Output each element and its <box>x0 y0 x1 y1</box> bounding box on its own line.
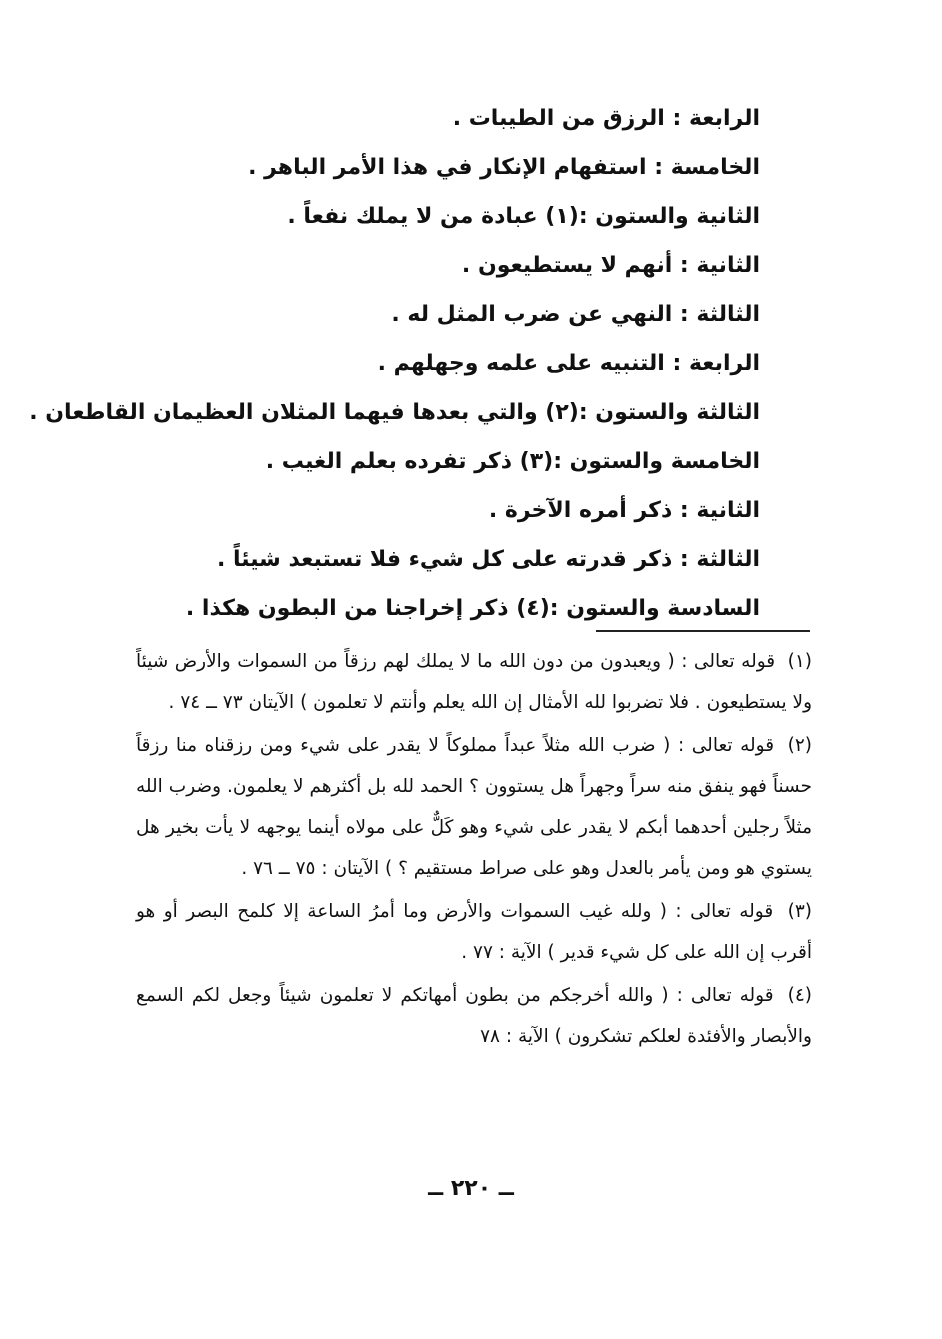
footnote-text: قوله تعالى : ( ضرب الله مثلاً عبداً مملوكاً لا يقدر على شيء ومن رزقناه منا رزقاً حسناً فهو ينفق منه سراً وجهراً هل يستوون ؟ الحمد لله بل أكثرهم لا يعلمون. وضرب الله مثلاً رجلين أحدهما أبكم لا يقدر على شيء وهو كَلٌّ على مولاه أينما يوجهه لا يأت بخير هل يستوي هو ومن يأمر بالعدل وهو على صراط مستقيم ؟ ) الآيتان : ٧٥ ــ ٧٦ . <box>136 735 812 879</box>
text-line: الخامسة : استفهام الإنكار في هذا الأمر الباهر . <box>248 155 760 180</box>
footnote-separator <box>596 630 810 632</box>
footnote <box>136 975 812 1057</box>
footnote-text: قوله تعالى : ( ويعبدون من دون الله ما لا يملك لهم رزقاً من السموات والأرض شيئاً ولا يستطيعون . فلا تضربوا لله الأمثال إن الله يعلم وأنتم لا تعلمون ) الآيتان ٧٣ ــ ٧٤ . <box>136 651 812 713</box>
text-line: الثالثة : ذكر قدرته على كل شيء فلا تستبعد شيئاً . <box>216 547 760 572</box>
text-line: الخامسة والستون :(٣) ذكر تفرده بعلم الغيب . <box>265 449 760 474</box>
footnote-number: (١) <box>787 651 812 672</box>
footnote-number: (٤) <box>787 985 812 1006</box>
main-text-block <box>29 94 760 633</box>
text-line: الثالثة والستون :(٢) والتي بعدها فيهما المثلان العظيمان القاطعان . <box>29 400 760 425</box>
footnote-text: قوله تعالى : ( والله أخرجكم من بطون أمهاتكم لا تعلمون شيئاً وجعل لكم السمع والأبصار والأفئدة لعلكم تشكرون ) الآية : ٧٨ <box>136 985 812 1047</box>
text-line: الثانية : أنهم لا يستطيعون . <box>461 253 760 278</box>
text-line: الثالثة : النهي عن ضرب المثل له . <box>391 302 760 327</box>
footnote-number: (٢) <box>787 735 813 756</box>
footnote <box>136 891 812 973</box>
text-line: الرابعة : الرزق من الطيبات . <box>452 106 760 131</box>
footnotes-block <box>136 641 812 1059</box>
text-line: الثانية : ذكر أمره الآخرة . <box>488 498 760 523</box>
text-line: السادسة والستون :(٤) ذكر إخراجنا من البطون هكذا . <box>185 596 760 621</box>
text-line: الرابعة : التنبيه على علمه وجهلهم . <box>377 351 760 376</box>
footnote <box>136 641 812 723</box>
footnote-text: قوله تعالى : ( ولله غيب السموات والأرض وما أمرُ الساعة إلا كلمح البصر أو هو أقرب إن الله على كل شيء قدير ) الآية : ٧٧ . <box>136 901 812 963</box>
text-line: الثانية والستون :(١) عبادة من لا يملك نفعاً . <box>287 204 760 229</box>
footnote-number: (٣) <box>787 901 812 922</box>
page-number: ــ ٢٢٠ ــ <box>428 1176 514 1201</box>
footnote <box>136 725 812 889</box>
